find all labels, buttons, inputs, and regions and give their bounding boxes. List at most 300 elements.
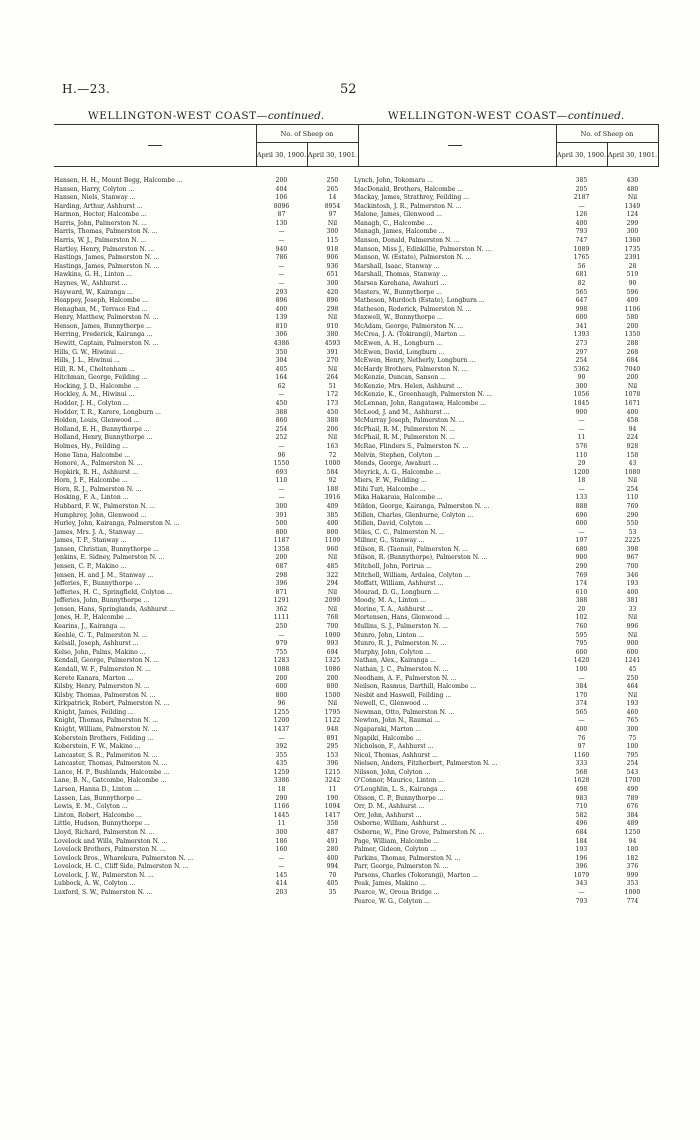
sheep-1900: 693 bbox=[275, 468, 288, 476]
owner-name: Mihi Turi, Halcombe ... bbox=[354, 485, 426, 493]
table-row bbox=[54, 254, 358, 263]
sheep-1901: 1094 bbox=[324, 803, 341, 811]
table-row bbox=[54, 477, 358, 486]
sheep-1900: 133 bbox=[575, 494, 588, 502]
owner-name: Osborne, William, Ashhurst ... bbox=[354, 820, 447, 828]
sheep-1901: Nil bbox=[627, 691, 638, 699]
table-row bbox=[54, 494, 358, 503]
sheep-1901: 996 bbox=[626, 623, 639, 631]
owner-name: Needham, A. F., Palmerston N. ... bbox=[354, 674, 457, 682]
sheep-1901: 1086 bbox=[324, 665, 341, 673]
sheep-1900: 979 bbox=[275, 640, 288, 648]
owner-name: Herring, Frederick, Kairanga ... bbox=[54, 331, 153, 339]
sheep-1900: 1200 bbox=[273, 717, 290, 725]
table-row bbox=[354, 340, 658, 349]
sheep-1901: 51 bbox=[328, 382, 337, 390]
owner-name: Kilsby, Henry, Palmerston N. ... bbox=[54, 683, 150, 691]
owner-name: Harris, John, Palmerston N. ... bbox=[54, 219, 147, 227]
owner-name: Holmes, Hy., Feilding ... bbox=[54, 442, 128, 450]
sheep-1901: 800 bbox=[326, 528, 339, 536]
owner-name: Jenkins, E. Sidney, Palmerston N. ... bbox=[54, 554, 165, 562]
table-row bbox=[54, 657, 358, 666]
sheep-1901: 891 bbox=[326, 734, 339, 742]
sheep-1901: Nil bbox=[627, 194, 638, 202]
owner-name: Page, William, Halcombe ... bbox=[354, 837, 440, 845]
owner-name: Lovelock and Wills, Palmerston N. ... bbox=[54, 837, 168, 845]
sheep-1900: 1166 bbox=[273, 803, 290, 811]
owner-name: Hills, G. W., Hiwinui ... bbox=[54, 348, 124, 356]
table-row bbox=[54, 529, 358, 538]
sheep-1900: 800 bbox=[275, 528, 288, 536]
table-rows bbox=[354, 177, 658, 906]
table-row bbox=[54, 597, 358, 606]
owner-name: Lynch, John, Tokomaru ... bbox=[354, 177, 433, 184]
sheep-1900: — bbox=[278, 262, 285, 270]
owner-name: Marsea Karehana, Awahuri ... bbox=[354, 279, 447, 287]
sheep-1900: 388 bbox=[575, 597, 588, 605]
sheep-1900: 200 bbox=[275, 177, 288, 184]
table-row bbox=[354, 280, 658, 289]
sheep-1901: 3916 bbox=[324, 494, 341, 502]
sheep-1901: 948 bbox=[326, 726, 339, 733]
sheep-1901: 1100 bbox=[324, 537, 341, 545]
table-row bbox=[54, 760, 358, 769]
sheep-1900: — bbox=[578, 485, 585, 493]
owner-name: Hewitt, Captain, Palmerston N. ... bbox=[54, 339, 159, 347]
table-row bbox=[54, 580, 358, 589]
sheep-1900: 362 bbox=[275, 605, 288, 613]
owner-name: Hayward, W., Kairanga ... bbox=[54, 288, 133, 296]
table-row bbox=[354, 228, 658, 237]
sheep-1901: 2225 bbox=[624, 537, 641, 545]
sheep-1900: 1420 bbox=[573, 657, 590, 665]
owner-name: Hitchman, George, Feilding ... bbox=[54, 374, 148, 382]
table-row bbox=[54, 323, 358, 332]
sheep-1900: 29 bbox=[577, 460, 586, 468]
owner-name: Parkins, Thomas, Palmerston N. ... bbox=[354, 854, 461, 862]
owner-name: Ngapiki, Halcombe ... bbox=[354, 734, 422, 742]
owner-name: Malone, James, Glenwood ... bbox=[354, 211, 442, 219]
owner-name: Lubbock, A. W., Colyton ... bbox=[54, 880, 136, 888]
table-row bbox=[354, 863, 658, 872]
table-row bbox=[54, 228, 358, 237]
owner-name: Mourad, D. G., Longburn ... bbox=[354, 588, 440, 596]
owner-name: Kirkpatrick, Robert, Palmerston N. ... bbox=[54, 700, 170, 708]
sheep-1901: 376 bbox=[626, 863, 639, 871]
sheep-1901: 1000 bbox=[624, 888, 641, 896]
owner-name: Newell, C., Glenwood ... bbox=[354, 700, 429, 708]
sheep-1900: 900 bbox=[575, 554, 588, 562]
sheep-1900: 405 bbox=[275, 365, 288, 373]
sheep-1900: 565 bbox=[575, 708, 588, 716]
sheep-1900: 1628 bbox=[573, 777, 590, 785]
owner-name: Kendall, George, Palmerston N. ... bbox=[54, 657, 160, 665]
table-row bbox=[54, 709, 358, 718]
owner-name: O'Loughlin, L. S., Kairanga ... bbox=[354, 786, 446, 794]
sheep-1900: 196 bbox=[575, 854, 588, 862]
owner-name: Marshall, Isaac, Stanway ... bbox=[354, 262, 440, 270]
owner-name: McLennan, John, Rangatawa, Halcombe ... bbox=[354, 400, 487, 408]
sheep-1901: 224 bbox=[626, 434, 639, 442]
table-row bbox=[354, 409, 658, 418]
table-row bbox=[54, 777, 358, 786]
sheep-1900: 396 bbox=[575, 863, 588, 871]
owner-name: Hansen, Niels, Stanway ... bbox=[54, 194, 136, 202]
sheep-1900: 1088 bbox=[273, 665, 290, 673]
sheep-1900: 435 bbox=[275, 760, 288, 768]
sheep-1900: 1445 bbox=[273, 811, 290, 819]
table-row bbox=[54, 177, 358, 186]
table-row bbox=[54, 649, 358, 658]
owner-name: Knight, James, Feilding ... bbox=[54, 708, 134, 716]
table-row bbox=[354, 666, 658, 675]
owner-name: Mackay, James, Strathrey, Feilding ... bbox=[354, 194, 469, 202]
table-row bbox=[354, 812, 658, 821]
sheep-1901: 994 bbox=[326, 863, 339, 871]
table-row bbox=[54, 700, 358, 709]
sheep-1901: 75 bbox=[628, 734, 637, 742]
table-row bbox=[54, 400, 358, 409]
sheep-1900: 184 bbox=[575, 837, 588, 845]
sheep-1900: 186 bbox=[275, 837, 288, 845]
owner-name: Hodder, J. H., Colyton ... bbox=[54, 400, 129, 408]
sheep-1901: 400 bbox=[326, 854, 339, 862]
table-row bbox=[54, 520, 358, 529]
sheep-1900: 810 bbox=[275, 322, 288, 330]
table-row bbox=[354, 194, 658, 203]
sheep-1900: 126 bbox=[575, 211, 588, 219]
sheep-1900: 333 bbox=[575, 760, 588, 768]
owner-name: Horn, R. J., Palmerston N. ... bbox=[54, 485, 142, 493]
owner-name: Lassen, Las, Bunnythorpe ... bbox=[54, 794, 142, 802]
table-row bbox=[54, 186, 358, 195]
sheep-1900: 760 bbox=[575, 623, 588, 631]
table-row bbox=[354, 580, 658, 589]
table-row bbox=[354, 366, 658, 375]
sheep-1900: 568 bbox=[575, 768, 588, 776]
owner-name: Nicholson, F., Ashhurst ... bbox=[354, 743, 434, 751]
owner-name: Jefferies, John, Bunnythorpe ... bbox=[54, 597, 150, 605]
sheep-1901: 92 bbox=[328, 477, 337, 485]
sheep-1901: Nil bbox=[627, 631, 638, 639]
sheep-1901: 193 bbox=[626, 700, 639, 708]
sheep-1900: 300 bbox=[575, 382, 588, 390]
sheep-1900: 250 bbox=[275, 623, 288, 631]
table-row bbox=[354, 743, 658, 752]
table-row bbox=[354, 898, 658, 907]
table-row bbox=[54, 820, 358, 829]
sheep-1900: 97 bbox=[577, 743, 586, 751]
year-1901-header: April 30, 1901. bbox=[607, 143, 658, 167]
sheep-1901: 300 bbox=[626, 228, 639, 236]
owner-name: McLeod, J. and M., Ashhurst ... bbox=[354, 408, 450, 416]
table-header bbox=[354, 124, 659, 167]
sheep-1901: 4593 bbox=[324, 339, 341, 347]
sheep-1900: 145 bbox=[275, 871, 288, 879]
table-row bbox=[354, 786, 658, 795]
owner-name: Moody, M. A., Linton ... bbox=[354, 597, 427, 605]
sheep-1901: 290 bbox=[626, 511, 639, 519]
sheep-1900: — bbox=[278, 237, 285, 245]
sheep-1901: 193 bbox=[626, 580, 639, 588]
owner-name: Jensen, C. P., Makino ... bbox=[54, 563, 127, 571]
sheep-1901: 7040 bbox=[624, 365, 641, 373]
sheep-1901: 519 bbox=[626, 271, 639, 279]
owner-name: Hubbard, F. W., Palmerston N. ... bbox=[54, 502, 155, 510]
sheep-1901: 35 bbox=[328, 888, 337, 896]
owner-name: Milson, R. (Taonui), Palmerston N. ... bbox=[354, 545, 468, 553]
sheep-1900: 896 bbox=[275, 297, 288, 305]
sheep-group-header: No. of Sheep on bbox=[556, 125, 658, 143]
sheep-1900: 193 bbox=[575, 846, 588, 854]
owner-name: Olsson, C. P., Bunnythorpe ... bbox=[354, 794, 444, 802]
sheep-1900: 90 bbox=[577, 374, 586, 382]
owner-name: Honoré, A., Palmerston N. ... bbox=[54, 460, 143, 468]
table-row bbox=[354, 717, 658, 726]
owner-name: Hartley, Henry, Palmerston N. ... bbox=[54, 245, 155, 253]
sheep-1900: 1111 bbox=[273, 614, 290, 622]
table-row bbox=[54, 366, 358, 375]
sheep-1900: 350 bbox=[275, 348, 288, 356]
table-row bbox=[54, 426, 358, 435]
sheep-1901: 299 bbox=[626, 219, 639, 227]
owner-name: Knight, William, Palmerston N. ... bbox=[54, 726, 158, 733]
owner-name: Nielsen, Anders, Fitzherbert, Palmerston N. ... bbox=[354, 760, 498, 768]
owner-name: Horn, J. F., Halcombe ... bbox=[54, 477, 128, 485]
year-1900-header: April 30, 1900. bbox=[256, 143, 307, 167]
owner-name: Keeble, C. T., Palmerston N. ... bbox=[54, 631, 148, 639]
table-row bbox=[354, 846, 658, 855]
sheep-1900: 396 bbox=[275, 580, 288, 588]
sheep-1901: 358 bbox=[326, 820, 339, 828]
sheep-1901: Nil bbox=[327, 434, 338, 442]
table-row bbox=[54, 271, 358, 280]
table-row bbox=[354, 692, 658, 701]
sheep-1901: 94 bbox=[628, 425, 637, 433]
table-row bbox=[54, 717, 358, 726]
sheep-1901: Nil bbox=[627, 382, 638, 390]
owner-name: McMurray Joseph, Palmerston N. ... bbox=[354, 417, 465, 425]
sheep-1900: 600 bbox=[275, 683, 288, 691]
table-row bbox=[54, 838, 358, 847]
sheep-1900: 414 bbox=[275, 880, 288, 888]
sheep-1900: 18 bbox=[277, 786, 286, 794]
sheep-1901: Nil bbox=[627, 477, 638, 485]
sheep-1901: 485 bbox=[326, 563, 339, 571]
table-row bbox=[54, 211, 358, 220]
sheep-1901: 480 bbox=[626, 185, 639, 193]
sheep-1900: 1393 bbox=[573, 331, 590, 339]
table-row bbox=[354, 306, 658, 315]
owner-name: Harding, Arthur, Ashhurst ... bbox=[54, 202, 143, 210]
table-row bbox=[54, 374, 358, 383]
sheep-1901: 94 bbox=[628, 837, 637, 845]
sheep-1901: 3242 bbox=[324, 777, 341, 785]
sheep-1901: 391 bbox=[326, 348, 339, 356]
table-column-right bbox=[354, 108, 658, 906]
sheep-1900: 998 bbox=[575, 305, 588, 313]
table-row bbox=[54, 246, 358, 255]
table-row bbox=[54, 803, 358, 812]
owner-name: Miers, F. W., Feilding ... bbox=[354, 477, 427, 485]
owner-name: Lancaster, Thomas, Palmerston N. ... bbox=[54, 760, 168, 768]
table-row bbox=[354, 675, 658, 684]
sheep-1900: 600 bbox=[575, 314, 588, 322]
sheep-1901: 264 bbox=[326, 374, 339, 382]
sheep-1900: — bbox=[278, 863, 285, 871]
sheep-1901: 580 bbox=[626, 314, 639, 322]
table-row bbox=[54, 743, 358, 752]
sheep-1901: 250 bbox=[626, 674, 639, 682]
sheep-1901: 430 bbox=[626, 177, 639, 184]
sheep-1900: 385 bbox=[575, 177, 588, 184]
owner-name: Palmer, Gideon, Colyton ... bbox=[354, 846, 437, 854]
owner-name: McPhail, R. M., Palmerston N. ... bbox=[354, 434, 456, 442]
owner-name: Larsen, Hanna D., Linton ... bbox=[54, 786, 140, 794]
sheep-1901: 268 bbox=[626, 348, 639, 356]
table-row bbox=[354, 649, 658, 658]
sheep-1900: 304 bbox=[275, 357, 288, 365]
table-row bbox=[354, 494, 658, 503]
owner-name: Nathan, J. C., Palmerston N. ... bbox=[354, 665, 449, 673]
sheep-1901: 124 bbox=[626, 211, 639, 219]
sheep-1900: — bbox=[578, 888, 585, 896]
sheep-1901: 464 bbox=[626, 683, 639, 691]
sheep-1900: 1200 bbox=[573, 468, 590, 476]
sheep-1900: 384 bbox=[575, 683, 588, 691]
owner-name: Mika Hakaraia, Halcombe ... bbox=[354, 494, 443, 502]
sheep-1900: 496 bbox=[575, 820, 588, 828]
owner-name: Lovelock Bros., Wharekura, Palmerston N. ... bbox=[54, 854, 194, 862]
owner-name: Hocking, J. D., Halcombe ... bbox=[54, 382, 140, 390]
table-row bbox=[54, 675, 358, 684]
owner-name: Hosking, F. A., Linton ... bbox=[54, 494, 129, 502]
sheep-1901: 400 bbox=[326, 520, 339, 528]
sheep-1901: 288 bbox=[626, 339, 639, 347]
sheep-1900: 860 bbox=[275, 417, 288, 425]
table-row bbox=[54, 846, 358, 855]
table-row bbox=[354, 606, 658, 615]
table-row bbox=[54, 434, 358, 443]
table-row bbox=[354, 572, 658, 581]
sheep-1901: 1325 bbox=[324, 657, 341, 665]
sheep-1900: 404 bbox=[275, 185, 288, 193]
sheep-1900: 102 bbox=[575, 614, 588, 622]
sheep-1901: 28 bbox=[628, 262, 637, 270]
sheep-1901: 33 bbox=[628, 605, 637, 613]
sheep-1900: — bbox=[278, 391, 285, 399]
owner-name: Newton, John N., Raumai ... bbox=[354, 717, 441, 725]
table-row bbox=[54, 203, 358, 212]
sheep-1900: 1358 bbox=[273, 545, 290, 553]
table-row bbox=[54, 391, 358, 400]
sheep-1900: 600 bbox=[575, 648, 588, 656]
owner-name: MacDonald, Brothers, Halcombe ... bbox=[354, 185, 464, 193]
owner-name: Ngaparaki, Marton ... bbox=[354, 726, 422, 733]
table-row bbox=[54, 632, 358, 641]
sheep-1900: — bbox=[278, 854, 285, 862]
owner-name: Moffatt, William, Ashhurst ... bbox=[354, 580, 444, 588]
owner-name: Manson, Donald, Palmerston N. ... bbox=[354, 237, 460, 245]
table-row bbox=[54, 409, 358, 418]
sheep-1901: 584 bbox=[326, 468, 339, 476]
sheep-1901: 409 bbox=[326, 502, 339, 510]
sheep-1901: 400 bbox=[626, 588, 639, 596]
sheep-1900: 710 bbox=[575, 803, 588, 811]
sheep-1900: 498 bbox=[575, 786, 588, 794]
sheep-1901: 115 bbox=[326, 237, 339, 245]
table-row bbox=[354, 735, 658, 744]
sheep-1901: 188 bbox=[326, 485, 339, 493]
sheep-1900: 1291 bbox=[273, 597, 290, 605]
owner-name: Hills, J. L., Hiwinui ... bbox=[54, 357, 120, 365]
table-row bbox=[54, 417, 358, 426]
sheep-1900: — bbox=[578, 425, 585, 433]
sheep-1900: 174 bbox=[575, 580, 588, 588]
sheep-1900: 1079 bbox=[573, 871, 590, 879]
owner-name: Osborne, W., Pine Grove, Palmerston N. ... bbox=[354, 828, 485, 836]
owner-name: Murphy, John, Colyton ... bbox=[354, 648, 431, 656]
sheep-1900: 160 bbox=[275, 846, 288, 854]
table-row bbox=[354, 880, 658, 889]
owner-name: James, Mrs. J. A., Stanway ... bbox=[54, 528, 143, 536]
sheep-1900: 576 bbox=[575, 442, 588, 450]
owner-name: Marshall, Thomas, Stanway ... bbox=[354, 271, 448, 279]
sheep-1901: 596 bbox=[626, 288, 639, 296]
owner-name: Parr, George, Palmerston N. ... bbox=[354, 863, 449, 871]
table-row bbox=[54, 469, 358, 478]
sheep-1900: 400 bbox=[575, 219, 588, 227]
owner-name: Maxwell, W., Bunnythorpe ... bbox=[354, 314, 443, 322]
sheep-1900: 20 bbox=[577, 605, 586, 613]
table-row bbox=[54, 786, 358, 795]
sheep-1901: 420 bbox=[326, 288, 339, 296]
owner-name: Orr, D. M., Ashhurst ... bbox=[354, 803, 425, 811]
sheep-1900: 769 bbox=[575, 571, 588, 579]
sheep-1900: 18 bbox=[577, 477, 586, 485]
sheep-1901: 918 bbox=[326, 245, 339, 253]
owner-name: Mildon, George, Kairanga, Palmerston N. ... bbox=[354, 502, 490, 510]
owner-name: Matheson, Murdoch (Estate), Longburn ... bbox=[354, 297, 485, 305]
table-row bbox=[354, 452, 658, 461]
table-row bbox=[54, 331, 358, 340]
table-row bbox=[354, 683, 658, 692]
table-row bbox=[54, 486, 358, 495]
sheep-1901: 265 bbox=[326, 185, 339, 193]
sheep-1900: 341 bbox=[575, 322, 588, 330]
table-row bbox=[54, 194, 358, 203]
sheep-1900: 900 bbox=[575, 408, 588, 416]
sheep-1900: 684 bbox=[575, 828, 588, 836]
table-row bbox=[54, 872, 358, 881]
sheep-1901: 1349 bbox=[624, 202, 641, 210]
table-row bbox=[354, 203, 658, 212]
sheep-1900: 595 bbox=[575, 631, 588, 639]
owner-name: Pearce, W., Oroua Bridge ... bbox=[354, 888, 440, 896]
sheep-1900: 1845 bbox=[573, 400, 590, 408]
table-row bbox=[354, 623, 658, 632]
year-1900-header: April 30, 1900. bbox=[556, 143, 607, 167]
sheep-1901: 1241 bbox=[624, 657, 641, 665]
sheep-1900: — bbox=[278, 485, 285, 493]
owner-name: McHardy Brothers, Palmerston N. ... bbox=[354, 365, 468, 373]
sheep-1901: 1080 bbox=[624, 468, 641, 476]
sheep-1900: 254 bbox=[275, 425, 288, 433]
owner-name: Lance, H. P., Bushlands, Halcombe ... bbox=[54, 768, 170, 776]
page-reference: H.—23. bbox=[62, 82, 111, 96]
sheep-1900: 290 bbox=[275, 794, 288, 802]
sheep-1900: 391 bbox=[275, 511, 288, 519]
